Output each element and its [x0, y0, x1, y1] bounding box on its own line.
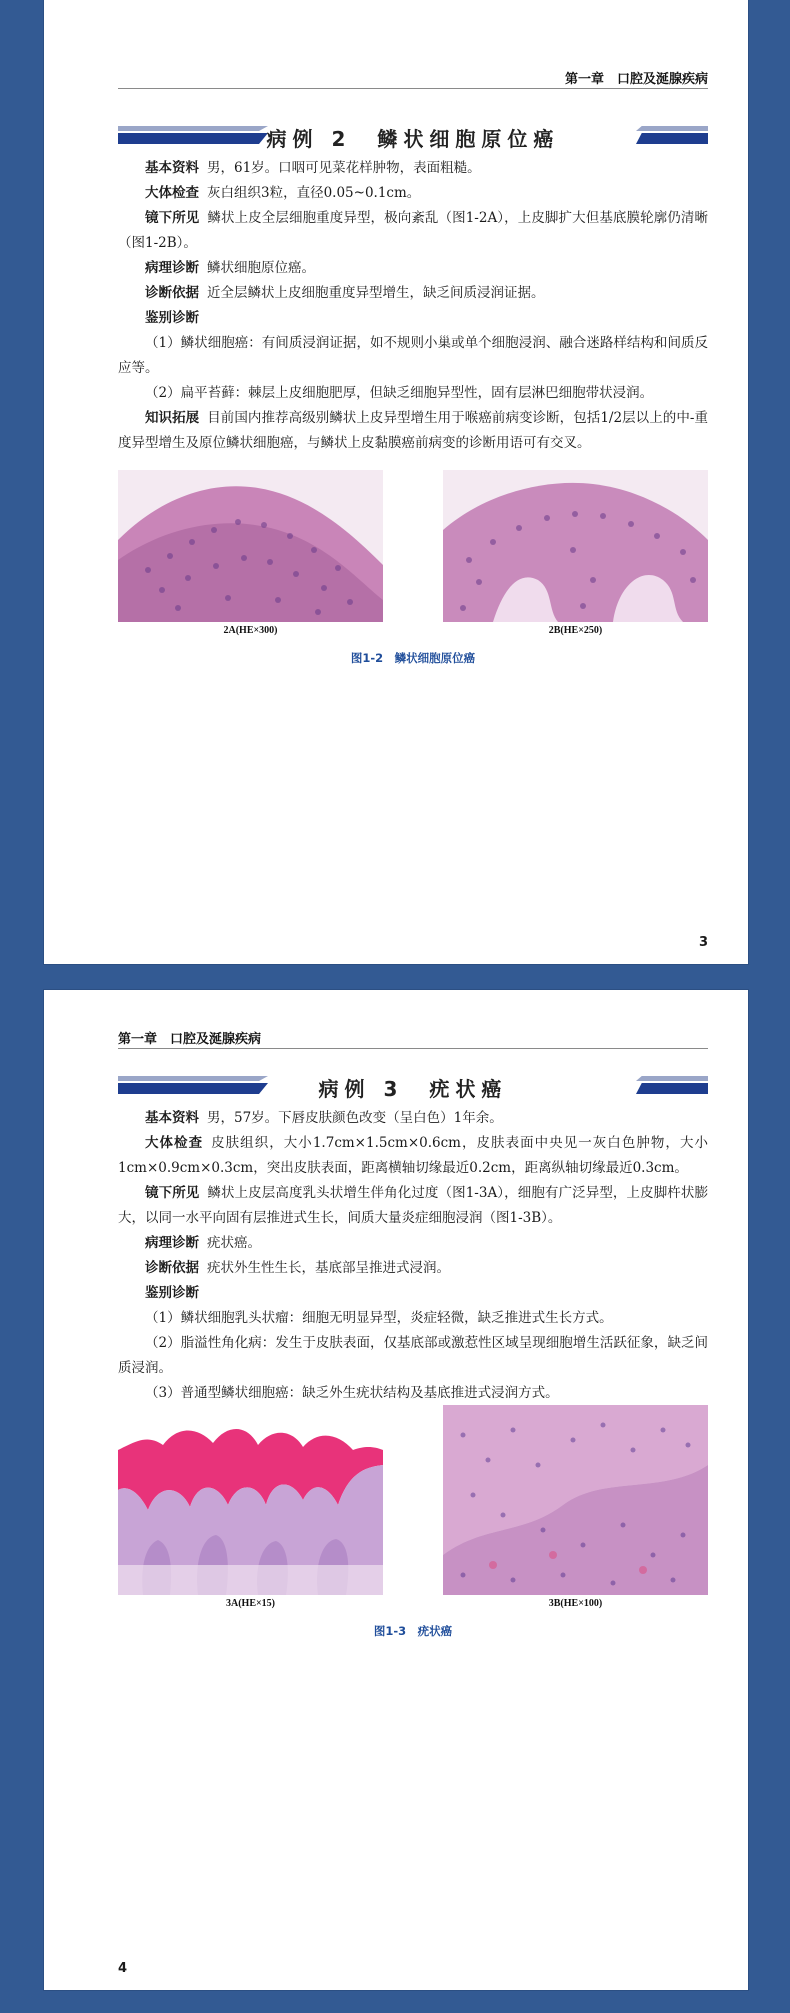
figure-label-2a: 2A(HE×300) [223, 625, 278, 636]
diagnosis-basis: 诊断依据 疣状外生性生长，基底部呈推进式浸润。 [145, 1260, 450, 1276]
differential-item: （1）鳞状细胞癌：有间质浸润证据，如不规则小巢或单个细胞浸润、融合迷路样结构和间质反应等。 [118, 335, 708, 376]
differential-heading: 鉴别诊断 [145, 310, 199, 326]
basic-info: 基本资料 男，57岁。下唇皮肤颜色改变（呈白色）1年余。 [145, 1110, 503, 1126]
knowledge-extension: 知识拓展 目前国内推荐高级别鳞状上皮异型增生用于喉癌前病变诊断，包括1/2层以上的中-重度异型增生及原位鳞状细胞癌，与鳞状上皮黏膜癌前病变的诊断用语可有交叉。 [118, 410, 709, 451]
differential-item: （1）鳞状细胞乳头状瘤：细胞无明显异型，炎症轻微，缺乏推进式生长方式。 [145, 1310, 613, 1326]
case-title: 病例 2 鳞状细胞原位癌 [266, 127, 560, 151]
pathology-diagnosis: 病理诊断 疣状癌。 [145, 1235, 261, 1251]
figure-label-3b: 3B(HE×100) [548, 1598, 603, 1609]
case-title-row [118, 1073, 708, 1099]
case-title-row [118, 123, 708, 149]
differential-heading: 鉴别诊断 [145, 1285, 199, 1301]
gross-exam: 大体检查 皮肤组织，大小1.7cm×1.5cm×0.6cm，皮肤表面中央见一灰白色肿物，大小1cm×0.9cm×0.3cm，突出皮肤表面，距离横轴切缘最近0.2cm，距离纵轴切缘最近0.3cm。 [118, 1135, 708, 1176]
page-number: 3 [698, 935, 708, 950]
header-rule [118, 88, 708, 89]
differential-item: （2）扁平苔藓：棘层上皮细胞肥厚，但缺乏细胞异型性，固有层淋巴细胞带状浸润。 [145, 385, 654, 401]
figure-label-3a: 3A(HE×15) [225, 1598, 276, 1609]
header-rule [118, 1048, 708, 1049]
page-number: 4 [118, 1961, 128, 1976]
diagnosis-basis: 诊断依据 近全层鳞状上皮细胞重度异型增生，缺乏间质浸润证据。 [145, 285, 545, 301]
figure-label-2b: 2B(HE×250) [548, 625, 603, 636]
microscopic-findings: 镜下所见 鳞状上皮层高度乳头状增生伴角化过度（图1-3A），细胞有广泛异型，上皮脚杵状膨大，以同一水平向固有层推进式生长，间质大量炎症细胞浸润（图1-3B）。 [118, 1185, 708, 1226]
pathology-diagnosis: 病理诊断 鳞状细胞原位癌。 [145, 260, 315, 276]
micrograph-3b [443, 1405, 708, 1595]
case-body [118, 156, 708, 456]
case-body [118, 1106, 708, 1406]
running-head: 第一章 口腔及涎腺疾病 [118, 1032, 262, 1047]
micrograph-3a [118, 1405, 383, 1595]
microscopic-findings: 镜下所见 鳞状上皮全层细胞重度异型，极向紊乱（图1-2A），上皮脚扩大但基底膜轮廓仍清晰（图1-2B）。 [118, 210, 708, 251]
case-title: 病例 3 疣状癌 [318, 1077, 508, 1101]
figure-caption: 图1-3 疣状癌 [373, 1624, 453, 1638]
running-head: 第一章 口腔及涎腺疾病 [564, 72, 708, 87]
figure-1-3 [118, 1405, 708, 1639]
micrograph-2b [443, 470, 708, 622]
micrograph-2a [118, 470, 383, 622]
differential-item: （2）脂溢性角化病：发生于皮肤表面，仅基底部或激惹性区域呈现细胞增生活跃征象，缺乏间质浸润。 [118, 1335, 708, 1376]
page-4 [44, 990, 748, 1990]
basic-info: 基本资料 男，61岁。口咽可见菜花样肿物，表面粗糙。 [145, 160, 481, 176]
figure-1-2 [118, 470, 708, 666]
gross-exam: 大体检查 灰白组织3粒，直径0.05~0.1cm。 [145, 185, 421, 201]
page-3 [44, 0, 748, 964]
figure-caption: 图1-2 鳞状细胞原位癌 [350, 651, 476, 665]
differential-item: （3）普通型鳞状细胞癌：缺乏外生疣状结构及基底推进式浸润方式。 [145, 1385, 559, 1401]
